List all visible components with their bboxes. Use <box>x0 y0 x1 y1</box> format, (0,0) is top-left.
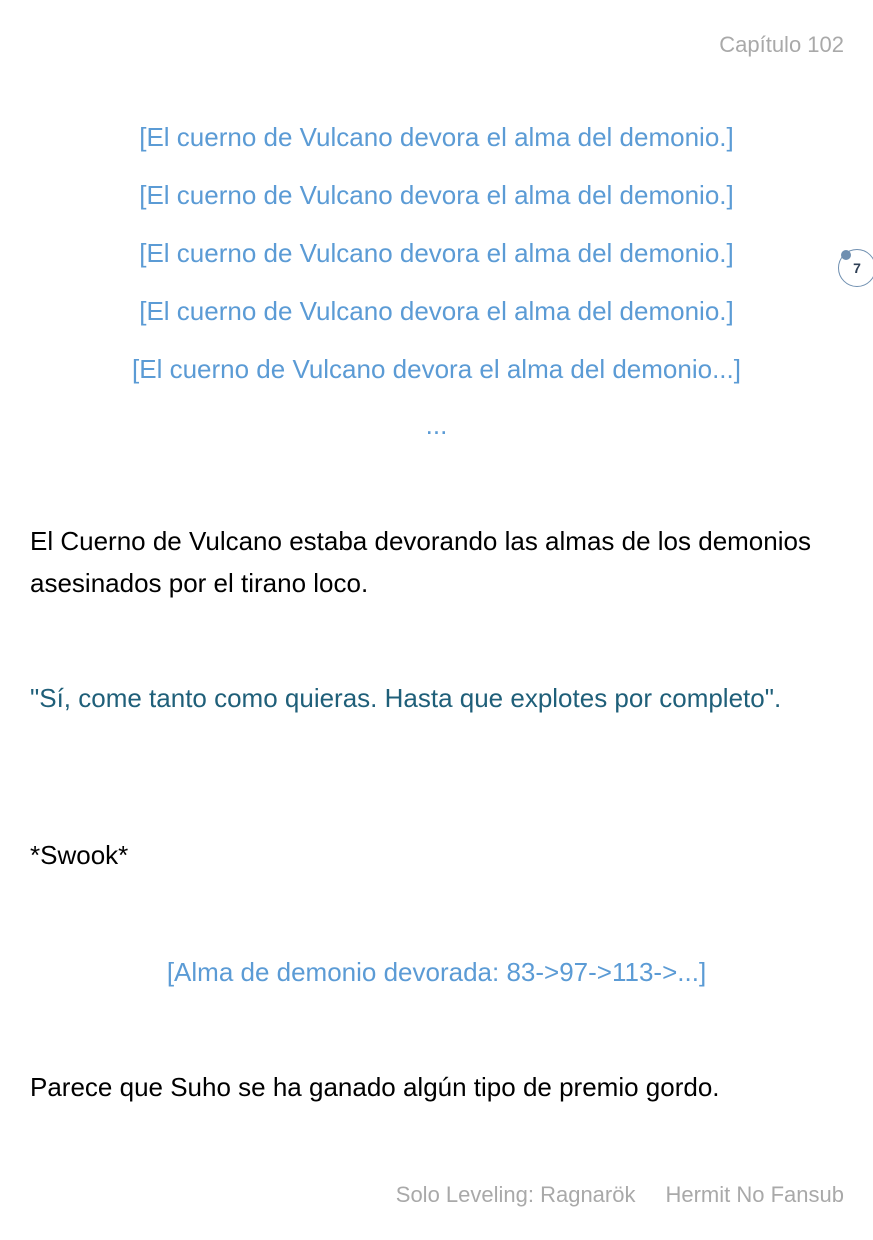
footer <box>396 1182 844 1208</box>
system-message: [El cuerno de Vulcano devora el alma del demonio.] <box>139 238 734 268</box>
footer-group: Hermit No Fansub <box>665 1182 844 1207</box>
system-message: [El cuerno de Vulcano devora el alma del demonio.] <box>139 296 734 326</box>
system-message: [El cuerno de Vulcano devora el alma del demonio...] <box>132 354 741 384</box>
footer-title: Solo Leveling: Ragnarök <box>395 1182 636 1207</box>
dialogue-paragraph: "Sí, come tanto como quieras. Hasta que explotes por completo". <box>30 683 782 713</box>
chapter-header: Capítulo 102 <box>719 32 844 57</box>
system-message: [El cuerno de Vulcano devora el alma del demonio.] <box>139 180 734 210</box>
system-count-message: [Alma de demonio devorada: 83->97->113->...] <box>166 957 707 987</box>
sound-effect: *Swook* <box>30 840 129 870</box>
page-badge-number: 7 <box>853 260 861 276</box>
system-messages <box>0 112 873 402</box>
narration-paragraph: El Cuerno de Vulcano estaba devorando las almas de los demonios asesinados por el tirano loco. <box>30 526 811 598</box>
ellipsis: ... <box>425 410 448 440</box>
system-message: [El cuerno de Vulcano devora el alma del demonio.] <box>139 122 734 152</box>
badge-dot-icon <box>841 250 851 260</box>
narration-paragraph: Parece que Suho se ha ganado algún tipo de premio gordo. <box>30 1072 720 1102</box>
